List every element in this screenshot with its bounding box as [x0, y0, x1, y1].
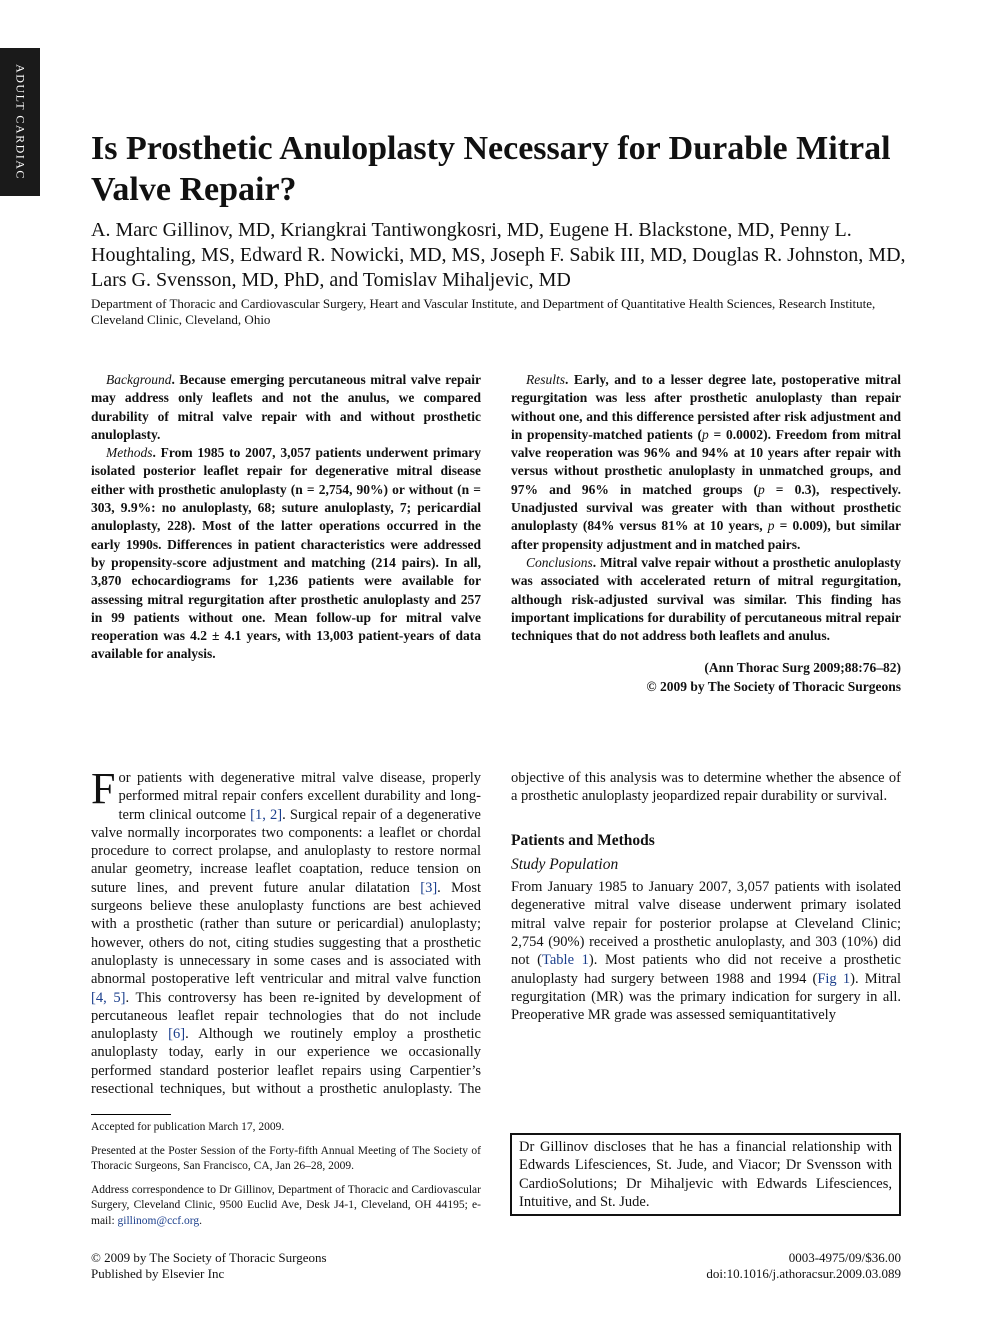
conclusions-label: Conclusions — [526, 554, 593, 570]
reference-link[interactable]: [4, 5] — [91, 989, 126, 1006]
affiliation: Department of Thoracic and Cardiovascular Surgery, Heart and Vascular Institute, and Department of Quantitative Health Sciences, Research Institute, Cleveland Clinic, Cleveland, Ohio — [91, 296, 876, 327]
results-text: . Early, and to a lesser degree late, postoperative mitral regurgitation was less after prosthetic anuloplasty than repair without one, and this difference persisted after risk adjustment and in propensity-matched patients ( — [511, 372, 901, 442]
drop-cap: F — [91, 764, 116, 813]
footnote-address — [91, 1183, 481, 1230]
abstract-background — [91, 371, 481, 444]
footnote-presented: Presented at the Poster Session of the Forty-fifth Annual Meeting of The Society of Thoracic Surgeons, San Francisco, CA, Jan 26–28, 2009. — [91, 1144, 481, 1172]
figure-link[interactable]: Fig 1 — [817, 970, 851, 987]
abstract-methods — [91, 444, 481, 664]
subsection-heading: Study Population — [511, 855, 619, 873]
section-tab — [0, 48, 40, 196]
footnote-rule — [91, 1114, 171, 1115]
body-text-run: or patients with degenerative mitral valve disease, properly performed mitral repair confers excellent durability and long-term clinical outcome — [118, 770, 481, 823]
footer-left — [91, 1250, 327, 1282]
body-text-run: From January 1985 to January 2007, 3,057 patients with isolated degenerative mitral valve disease underwent primary isolated mitral valve repair for posterior prolapse at Cleveland Clinic; 2,754 (90%) received a prosthetic anuloplasty, and 303 (10%) did not ( — [511, 879, 901, 969]
p-symbol: p — [702, 426, 709, 442]
conclusions-text: . Mitral valve repair without a prosthetic anuloplasty was associated with accelerated return of mitral regurgitation, although risk-adjusted survival was similar. This finding has important implications for durability of percutaneous mitral repair techniques that do not address both leaflets and anulus. — [511, 554, 901, 644]
footer-right — [706, 1250, 901, 1282]
reference-link[interactable]: [1, 2] — [250, 806, 283, 823]
results-text: = 0.009), but similar after propensity adjustment and in matched pairs. — [511, 518, 901, 552]
reference-link[interactable]: [6] — [168, 1026, 186, 1043]
article-title: Is Prosthetic Anuloplasty Necessary for Durable Mitral Valve Repair? — [91, 130, 891, 208]
results-text: = 0.3), respectively. Unadjusted survival was greater with than without prosthetic anuloplasty (84% versus 81% at 10 years, — [511, 481, 902, 534]
footer-issn: 0003-4975/09/$36.00 — [788, 1250, 901, 1265]
footnotes — [91, 1120, 481, 1237]
author-list: A. Marc Gillinov, MD, Kriangkrai Tantiwongkosri, MD, Eugene H. Blackstone, MD, Penny L. Houghtaling, MS, Edward R. Nowicki, MD, MS, Joseph F. Sabik III, MD, Douglas R. Johnston, MD, Lars G. Svensson, MD, PhD, and Tomislav Mihaljevic, MD — [91, 219, 906, 291]
results-text: = 0.0002). Freedom from mitral valve reoperation was 96% and 94% at 10 years after repair with versus without prosthetic anuloplasty in unmatched groups, and 97% and 96% in matched groups ( — [511, 426, 901, 497]
methods-label: Methods — [106, 445, 153, 461]
methods-paragraph — [511, 878, 901, 1024]
p-symbol: p — [767, 518, 775, 534]
body-text-run: . This controversy has been re-ignited by development of percutaneous leaflet repair technologies that do not include anuloplasty — [91, 989, 481, 1043]
disclosure-box: Dr Gillinov discloses that he has a financial relationship with Edwards Lifesciences, St. Jude, and Viacor; Dr Svensson with CardioSolutions; Dr Mihaljevic with Edwards Lifesciences, Intuitive, and St. Jude. — [510, 1133, 901, 1216]
abstract — [91, 371, 901, 696]
body-text-run: ). Mitral regurgitation (MR) was the primary indication for surgery in all. Preoperative MR grade was assessed semiquantitatively — [511, 970, 902, 1024]
body-text-run: . Surgical repair of a degenerative valve normally incorporates two components: a leaflet or chordal procedure to correct prolapse, and anuloplasty to restore normal anular geometry, increase leaflet coaptation, reduce tension on suture lines, and prevent future anular dilatation — [91, 806, 481, 896]
email-link[interactable]: gillinom@ccf.org — [117, 1214, 200, 1227]
footnote-accepted: Accepted for publication March 17, 2009. — [91, 1121, 285, 1133]
section-tab-label: ADULT CARDIAC — [13, 64, 28, 180]
citation: (Ann Thorac Surg 2009;88:76–82) — [704, 660, 901, 676]
abstract-citation — [511, 659, 901, 696]
results-label: Results — [526, 372, 565, 387]
p-symbol: p — [757, 481, 765, 497]
table-link[interactable]: Table 1 — [542, 952, 589, 969]
footer-publisher: Published by Elsevier Inc — [91, 1266, 225, 1281]
body-text-run: . Although we routinely employ a prosthetic anuloplasty today, early in our experience we occasionally performed standard posterior leaflet repairs using Carpentier’s resectional techniques, but without a prosthetic anuloplasty. The objective of this analysis was to determine whether the absence of a prosthetic anuloplasty jeopardized repair durability or survival. — [91, 770, 901, 1098]
reference-link[interactable]: [3] — [420, 879, 438, 896]
abstract-conclusions — [511, 554, 901, 645]
background-text: . Because emerging percutaneous mitral valve repair may address only leaflets and not the anulus, we compared durability of mitral valve repair with and without prosthetic anuloplasty. — [91, 372, 481, 442]
address-text: Address correspondence to Dr Gillinov, Department of Thoracic and Cardiovascular Surgery, Cleveland Clinic, 9500 Euclid Ave, Desk J4-1, Cleveland, OH 44195; e-mail: — [91, 1183, 481, 1227]
background-label: Background — [106, 372, 172, 387]
abstract-results — [511, 371, 901, 554]
body-text — [91, 764, 902, 1104]
body-text-run: . Most surgeons believe these anuloplasty functions are best achieved with a prosthetic (rather than suture or pericardial) anuloplasty; however, others do not, citing studies suggesting that a prosthetic anuloplasty is unnecessary in some cases and is associated with abnormal postoperative left ventricular and mitral valve function — [91, 879, 481, 988]
methods-text: . From 1985 to 2007, 3,057 patients underwent primary isolated posterior leaflet repair for degenerative mitral disease either with prosthetic anuloplasty (n = 2,754, 90%) or without (n = 303, 9.9%: no anuloplasty, 68; suture anuloplasty, 7; pericardial anuloplasty, 228). Most of the latter operations occurred in the early 1990s. Differences in patient characteristics were addressed by propensity-score adjustment and matching (214 pairs). In all, 3,870 echocardiograms for 1,236 patients were available for assessing mitral regurgitation after prosthetic anuloplasty and 257 in 99 patients without one. Mean follow-up for mitral valve reoperation was 4.2 ± 4.1 years, with 13,003 patient-years of data available for analysis. — [91, 445, 481, 662]
footer-doi: doi:10.1016/j.athoracsur.2009.03.089 — [706, 1266, 901, 1281]
footer-copyright: © 2009 by The Society of Thoracic Surgeons — [91, 1250, 327, 1265]
address-end: . — [199, 1214, 202, 1227]
section-heading: Patients and Methods — [511, 831, 655, 849]
body-text-run: ). Most patients who did not receive a prosthetic anuloplasty had surgery between 1988 and 1994 ( — [511, 952, 901, 987]
abstract-copyright: © 2009 by The Society of Thoracic Surgeons — [646, 678, 901, 694]
